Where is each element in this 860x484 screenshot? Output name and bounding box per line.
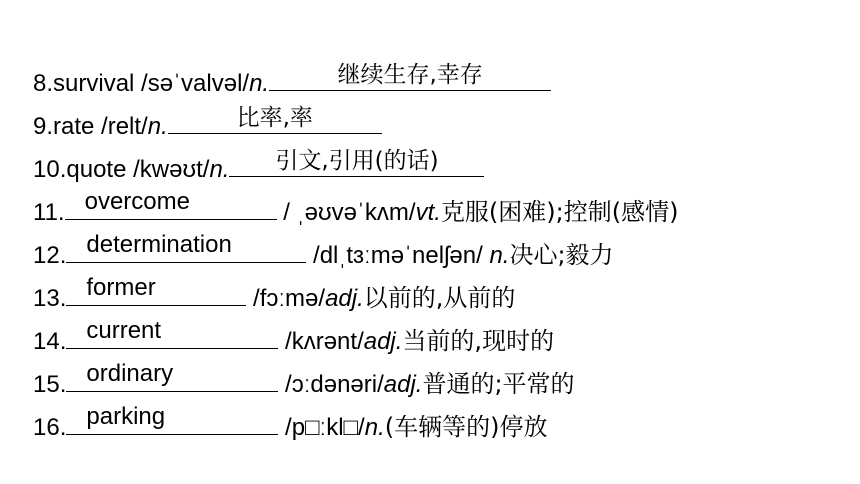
- vocab-line-14: [33, 317, 555, 356]
- meaning: (车辆等的)停放: [384, 413, 548, 441]
- phonetic: /kʌrənt/: [278, 328, 364, 355]
- answer-text: 引文,引用(的话): [275, 148, 439, 174]
- answer-blank: [65, 188, 277, 220]
- answer-blank: [229, 150, 484, 177]
- vocab-word: rate: [53, 113, 95, 140]
- phonetic: / ˌəʊvəˈkʌm/: [276, 199, 416, 226]
- item-number: 12.: [33, 242, 67, 269]
- vocab-word: survival: [53, 70, 135, 97]
- part-of-speech: vt.: [415, 199, 441, 226]
- meaning: 普通的;平常的: [422, 370, 575, 398]
- item-number: 10.: [33, 156, 67, 183]
- vocab-line-10: [33, 150, 484, 184]
- phonetic: /ɔːdənəri/: [278, 371, 384, 398]
- answer-blank: [66, 231, 306, 263]
- item-number: 9.: [33, 113, 54, 140]
- phonetic: /fɔːmə/: [246, 285, 326, 312]
- part-of-speech: n.: [209, 156, 230, 183]
- part-of-speech: adj.: [363, 328, 403, 355]
- phonetic: /dlˌtɜːməˈnelʃən/: [306, 242, 490, 269]
- vocab-line-11: [33, 188, 679, 227]
- meaning: 以前的,从前的: [363, 284, 516, 312]
- answer-text: parking: [86, 403, 166, 430]
- answer-blank: [66, 360, 278, 392]
- part-of-speech: n.: [364, 414, 385, 441]
- vocab-word: quote: [66, 156, 127, 183]
- item-number: 13.: [33, 285, 67, 312]
- answer-blank: [66, 317, 278, 349]
- vocab-line-12: [33, 231, 614, 270]
- part-of-speech: n.: [147, 113, 168, 140]
- meaning: 决心;毅力: [509, 241, 614, 269]
- vocab-line-16: [33, 403, 548, 442]
- answer-text: current: [86, 317, 162, 344]
- answer-blank: [269, 64, 551, 91]
- vocab-line-9: [33, 107, 382, 141]
- item-number: 14.: [33, 328, 67, 355]
- part-of-speech: adj.: [325, 285, 364, 312]
- answer-text: former: [86, 274, 156, 301]
- phonetic: /p□ːkl□/: [278, 414, 365, 441]
- item-number: 11.: [33, 199, 65, 226]
- vocab-line-15: [33, 360, 575, 399]
- part-of-speech: n.: [249, 70, 270, 97]
- answer-text: ordinary: [86, 360, 174, 387]
- meaning: 当前的,现时的: [402, 327, 555, 355]
- part-of-speech: adj.: [383, 371, 423, 398]
- answer-blank: [168, 107, 382, 134]
- answer-blank: [66, 403, 278, 435]
- item-number: 15.: [33, 371, 67, 398]
- meaning: 克服(困难);控制(感情): [440, 198, 679, 226]
- phonetic: /relt/: [94, 113, 148, 140]
- phonetic: /kwəʊt/: [126, 156, 210, 183]
- part-of-speech: n.: [489, 242, 510, 269]
- vocab-line-13: [33, 274, 516, 313]
- item-number: 16.: [33, 414, 67, 441]
- answer-text: overcome: [84, 188, 190, 215]
- phonetic: /səˈvalvəl/: [134, 70, 250, 97]
- item-number: 8.: [33, 70, 54, 97]
- answer-blank: [66, 274, 246, 306]
- vocab-line-8: [33, 64, 551, 98]
- answer-text: 继续生存,幸存: [337, 62, 483, 88]
- answer-text: determination: [86, 231, 232, 258]
- answer-text: 比率,率: [236, 105, 313, 131]
